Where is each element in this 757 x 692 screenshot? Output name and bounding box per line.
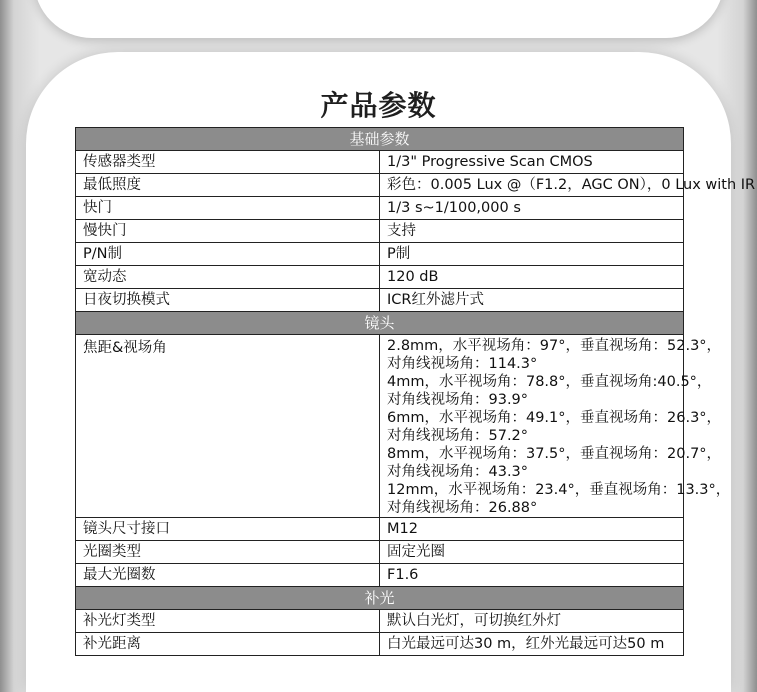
fov-line: 2.8mm，水平视场角：97°，垂直视场角：52.3°， [387, 338, 722, 354]
row-label: 镜头尺寸接口 [76, 518, 380, 541]
fov-line: 4mm，水平视场角：78.8°，垂直视场角:40.5°， [387, 374, 712, 390]
fov-line: 对角线视场角：114.3° [387, 356, 538, 372]
table-row-fov [76, 335, 684, 518]
row-label: 补光灯类型 [76, 610, 380, 633]
row-value: M12 [380, 518, 684, 541]
fov-line: 对角线视场角：26.88° [387, 500, 538, 516]
row-label: 宽动态 [76, 266, 380, 289]
section-header-fill [76, 587, 684, 610]
fov-line: 对角线视场角：57.2° [387, 428, 529, 444]
fov-values [380, 335, 731, 518]
previous-card [34, 0, 724, 38]
table-row [76, 197, 684, 220]
table-row [76, 541, 684, 564]
row-label: 快门 [76, 197, 380, 220]
row-label: 传感器类型 [76, 151, 380, 174]
row-value: 120 dB [380, 266, 684, 289]
row-label: 慢快门 [76, 220, 380, 243]
table-row [76, 151, 684, 174]
section-header-lens [76, 312, 684, 335]
row-label: 补光距离 [76, 633, 380, 656]
section-title-fill: 补光 [76, 587, 684, 610]
row-value: 支持 [380, 220, 684, 243]
section-title-lens: 镜头 [76, 312, 684, 335]
spec-table [75, 127, 756, 656]
row-value: 1/3" Progressive Scan CMOS [380, 151, 684, 174]
row-value: ICR红外滤片式 [380, 289, 684, 312]
row-label: 日夜切换模式 [76, 289, 380, 312]
table-row [76, 610, 684, 633]
fov-line: 6mm，水平视场角：49.1°，垂直视场角：26.3°， [387, 410, 722, 426]
row-label: 最低照度 [76, 174, 380, 197]
fov-line: 8mm，水平视场角：37.5°，垂直视场角：20.7°， [387, 446, 722, 462]
row-value: 白光最远可达30 m，红外光最远可达50 m [380, 633, 684, 656]
table-row [76, 266, 684, 289]
fov-line: 对角线视场角：93.9° [387, 392, 529, 408]
row-label: 最大光圈数 [76, 564, 380, 587]
table-row [76, 220, 684, 243]
row-label: 光圈类型 [76, 541, 380, 564]
section-header-basic [76, 128, 684, 151]
table-row [76, 518, 684, 541]
table-row [76, 633, 684, 656]
table-row [76, 564, 684, 587]
section-title-basic: 基础参数 [76, 128, 684, 151]
page-title: 产品参数 [320, 89, 437, 122]
table-row [76, 289, 684, 312]
fov-line: 对角线视场角：43.3° [387, 464, 529, 480]
fov-line: 12mm，水平视场角：23.4°，垂直视场角：13.3°， [387, 482, 731, 498]
row-value: 彩色：0.005 Lux @（F1.2，AGC ON），0 Lux with IR [380, 174, 684, 197]
row-label: 焦距&视场角 [76, 335, 380, 518]
table-row [76, 174, 684, 197]
row-value: 1/3 s~1/100,000 s [380, 197, 684, 220]
row-value: 默认白光灯，可切换红外灯 [380, 610, 684, 633]
row-value: 固定光圈 [380, 541, 684, 564]
row-value: F1.6 [380, 564, 684, 587]
row-label: P/N制 [76, 243, 380, 266]
row-value: P制 [380, 243, 684, 266]
table-row [76, 243, 684, 266]
